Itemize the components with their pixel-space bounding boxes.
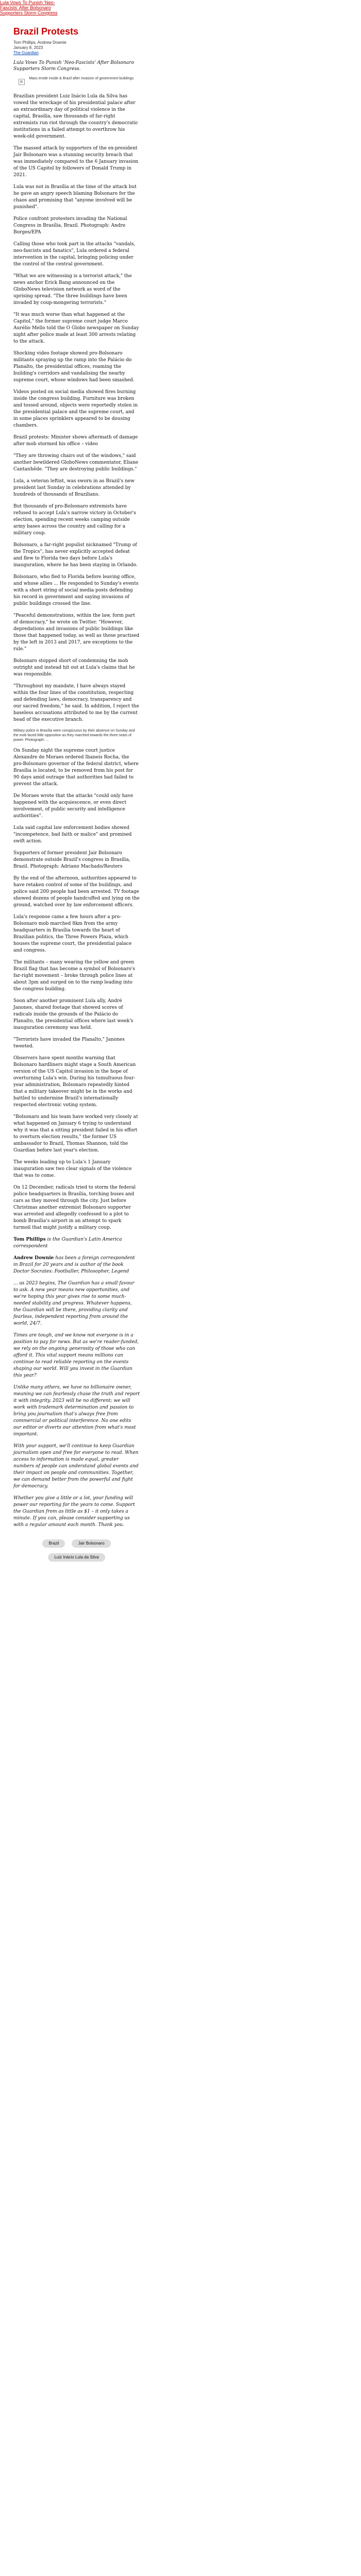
top-link	[0, 0, 62, 15]
paragraph: On 12 December, radicals tried to storm the federal police headquarters in Brasília, torching buses and cars as they moved through the city. Just before Christmas another extremist Bolsonaro supporter was arrested and allegedly confessed to a plot to bomb Brasília's airport in an attempt to spark turmoil that might justify a military coup.	[13, 1185, 136, 1230]
support-paragraph: Times are tough, and we know not everyone is in a position to pay for news. But as we're reader-funded, we rely on the ongoing generosity of those who can afford it. This vital support means millions can continue to read reliable reporting on the events shaping our world. Will you invest in the Guardian this year?	[13, 1333, 139, 1378]
paragraph: "Throughout my mandate, I have always stayed within the four lines of the constitution, respecting and defending laws, democracy, transparency and our sacred freedom," he said. In addition, I reject the baseless accusations attributed to me by the current head of the executive branch.	[13, 684, 139, 722]
paragraph: Lula, a veteran leftist, was sworn in as Brazil's new president last Sunday in celebrations attended by hundreds of thousands of Brazilians.	[13, 479, 135, 497]
tag-lula[interactable]: Luiz Inácio Lula da Silva	[48, 1553, 105, 1562]
paragraph: Soon after another prominent Lula ally, André Janones, shared footage that showed scores of radicals inside the grounds of the Palácio do Planalto, the presidential offices where last week's inauguration ceremony was held.	[13, 998, 134, 1030]
paragraph: "Terrorists have invaded the Planalto," Janones tweeted.	[13, 1037, 125, 1049]
paragraph: Brazilian president Luiz Inácio Lula da Silva has vowed the wreckage of his presidential palace after an extraordinary day of political violence in the capital, Brasília, saw thousands of far-right extremists run riot through the country's democratic institutions in a failed attempt to overthrow his week-old government.	[13, 94, 138, 139]
support-paragraph: Unlike many others, we have no billionaire owner, meaning we can fearlessly chase the truth and report it with integrity. 2023 will be no different; we will work with trademark determination and passion to bring you journalism that's always free from commercial or political interference. No one edits our editor or diverts our attention from what's most important.	[13, 1385, 140, 1437]
headline: Brazil Protests	[13, 26, 79, 37]
tags	[13, 1537, 140, 1562]
paragraph: "Bolsonaro and his team have worked very closely at what happened on January 6 trying to understand why it was that a sitting president failed in his effort to overturn election results," the former US ambassador to Brazil, Thomas Shannon, told the Guardian before last year's election.	[13, 1114, 138, 1153]
paragraph: Videos posted on social media showed fires burning inside the congress building. Furniture was broken and tossed around, objects were reportedly stolen in the presidential palace and the supreme court, and in some places sprinklers appeared to be dousing chambers.	[13, 389, 138, 428]
paragraph: By the end of the afternoon, authorities appeared to have retaken control of some of the buildings, and police said 200 people had been arrested. TV footage showed dozens of people handcuffed and lying on the ground, watched over by law enforcement officers.	[13, 876, 140, 908]
paragraph: Police confront protesters invading the National Congress in Brasília, Brazil. Photograph: Andre Borges/EPA	[13, 216, 127, 235]
paragraph: On Sunday night the supreme court justice Alexandre de Moraes ordered Ibaneis Rocha, the pro-Bolsonaro governor of the federal district, where Brasília is located, to be removed from his post for 90 days amid outrage that authorities had failed to prevent the attack.	[13, 748, 139, 787]
paragraph: "What we are witnessing is a terrorist attack," the news anchor Erick Bang announced on the GloboNews television network as word of the uprising spread. "The three buildings have been invaded by coup-mongering terrorists."	[13, 274, 132, 306]
paragraph: Brazil protests: Minister shows aftermath of damage after mob stormed his office – video	[13, 435, 138, 447]
paragraph: "Peaceful demonstrations, within the law, form part of democracy," he wrote on Twitter. "However, depredations and invasions of public buildings like those that happened today, as well as those practised by the left in 2013 and 2017, are exceptions to the rule."	[13, 613, 140, 652]
bio-name: Andrew Downie	[13, 1256, 54, 1261]
paragraph: Bolsonaro stopped short of condemning the mob outright and instead hit out at Lula's claims that he was responsible.	[13, 658, 135, 677]
paragraph: "It was much worse than what happened at the Capitol," the former supreme court judge Marco Aurélio Mello told the O Globo newspaper on Sunday night after police made at least 300 arrests relating to the attack.	[13, 312, 139, 344]
figure	[13, 76, 140, 86]
paragraph: The militants – many wearing the yellow and green Brazil flag that has become a symbol of Bolsonaro's far-right movement – broke through police lines at about 3pm and surged on to the ramp leading into the congress building.	[13, 960, 135, 992]
support-paragraph: Whether you give a little or a lot, your funding will power our reporting for the years to come. Support the Guardian from as little as $1 – it only takes a minute. If you can, please consider supporting us with a regular amount each month. Thank you.	[13, 1496, 135, 1528]
paragraph: Shocking video footage showed pro-Bolsonaro militants spraying up the ramp into the Palácio do Planalto, the presidential offices, roaming the building's corridors and vandalising the nearby supreme court, whose windows had been smashed.	[13, 351, 135, 383]
author-bio	[13, 1236, 140, 1275]
paragraph: Calling those who took part in the attacks "vandals, neo-fascists and fanatics", Lula ordered a federal intervention in the capital, bringing policing under the control of the central government.	[13, 242, 136, 267]
inline-caption: Military police in Brasília were conspicuous by their absence on Sunday and the mob faced little opposition as they marched towards the three seats of power. Photograph: ...	[13, 729, 135, 742]
article	[13, 26, 140, 1562]
paragraph: The weeks leading up to Lula's 1 January inauguration saw two clear signals of the violence that was to come.	[13, 1160, 132, 1178]
bio-name: Tom Phillips	[13, 1237, 46, 1242]
paragraph: Supporters of former president Jair Bolsonaro demonstrate outside Brazil's congress in Brasília, Brazil. Photograph: Adriano Machado/Reuters	[13, 851, 130, 869]
standfirst: Lula Vows To Punish 'Neo-Fascists' After Bolsonaro Supporters Storm Congress.	[13, 60, 135, 72]
source-link[interactable]: The Guardian	[13, 50, 39, 55]
header-article-link[interactable]: Lula Vows To Punish 'Neo-Fascists' After Bolsonaro Supporters Storm Congress	[0, 0, 58, 15]
date: January 8, 2023	[13, 45, 43, 50]
paragraph: Lula said capital law enforcement bodies showed "incompetence, bad faith or malice" and promised swift action.	[13, 825, 132, 844]
paragraph: The massed attack by supporters of the ex-president Jair Bolsonaro was a stunning security breach that was immediately compared to the 6 January invasion of the US Capitol by followers of Donald Trump in 2021.	[13, 146, 139, 178]
paragraph: But thousands of pro-Bolsonaro extremists have refused to accept Lula's narrow victory in October's election, spending recent weeks camping outside army bases across the country and calling for a military coup.	[13, 504, 136, 536]
paragraph: Bolsonaro, who fled to Florida before leaving office, and whose allies ... He responded to Sunday's events with a short string of social media posts defending his record in government and saying invasions of public buildings crossed the line.	[13, 574, 139, 606]
tag-brazil[interactable]: Brazil	[42, 1539, 65, 1548]
paragraph: Lula was not in Brasília at the time of the attack but he gave an angry speech blaming Bolsonaro for the chaos and promising that "anyone involved will be punished".	[13, 184, 137, 210]
paragraph: Bolsonaro, a far-right populist nicknamed "Trump of the Tropics", has never explicitly accepted defeat and flew to Florida two days before Lula's inauguration, where he has been staying in Orlando.	[13, 543, 138, 568]
article-body	[13, 93, 140, 1231]
figure-caption: Mass erode inside & Brazil after invasion of government buildings.	[29, 77, 135, 80]
author: Tom Phillips, Andrew Downie	[13, 40, 67, 45]
bio-text: is the Guardian's Latin America correspondent	[13, 1237, 122, 1249]
bio-text: has been a foreign correspondent in Brazil for 20 years and is author of the book Doctor Socrates: Footballer, Philosopher, Legend	[13, 1256, 135, 1274]
paragraph: Observers have spent months warning that Bolsonaro hardliners might stage a South American version of the US Capitol invasion in the hope of overturning Lula's win. During his tumultuous four-year administration, Bolsonaro repeatedly hinted that a military takeover might be in the works and battled to undermine Brazil's internationally respected electronic voting system.	[13, 1056, 136, 1108]
tag-jair-bolsonaro[interactable]: Jair Bolsonaro	[72, 1539, 110, 1548]
support-appeal	[13, 1280, 140, 1529]
byline	[13, 40, 140, 56]
support-paragraph: ... as 2023 begins, The Guardian has a small favour to ask. A new year means new opportunities, and we're hoping this year gives rise to some much-needed stability and progress. Whatever happens, the Guardian will be there, providing clarity and fearless, independent reporting from around the world, 24/7.	[13, 1281, 135, 1326]
paragraph: Lula's response came a few hours after a pro-Bolsonaro mob marched 8km from the army headquarters in Brasília towards the heart of Brazilian politics, the Three Powers Plaza, which houses the supreme court, the presidential palace and congress.	[13, 914, 132, 953]
paragraph: "They are throwing chairs out of the windows," said another bewildered GloboNews commentator, Eliane Cantanhêde. "They are destroying public buildings."	[13, 453, 138, 472]
support-paragraph: With your support, we'll continue to keep Guardian journalism open and free for everyone to read. When access to information is made equal, greater numbers of people can understand global events and their impact on people and communities. Together, we can demand better from the powerful and fight for democracy.	[13, 1444, 139, 1489]
image-placeholder-icon	[19, 79, 25, 85]
paragraph: De Moraes wrote that the attacks "could only have happened with the acquiescence, or even direct involvement, of public security and intelligence authorities".	[13, 793, 134, 819]
